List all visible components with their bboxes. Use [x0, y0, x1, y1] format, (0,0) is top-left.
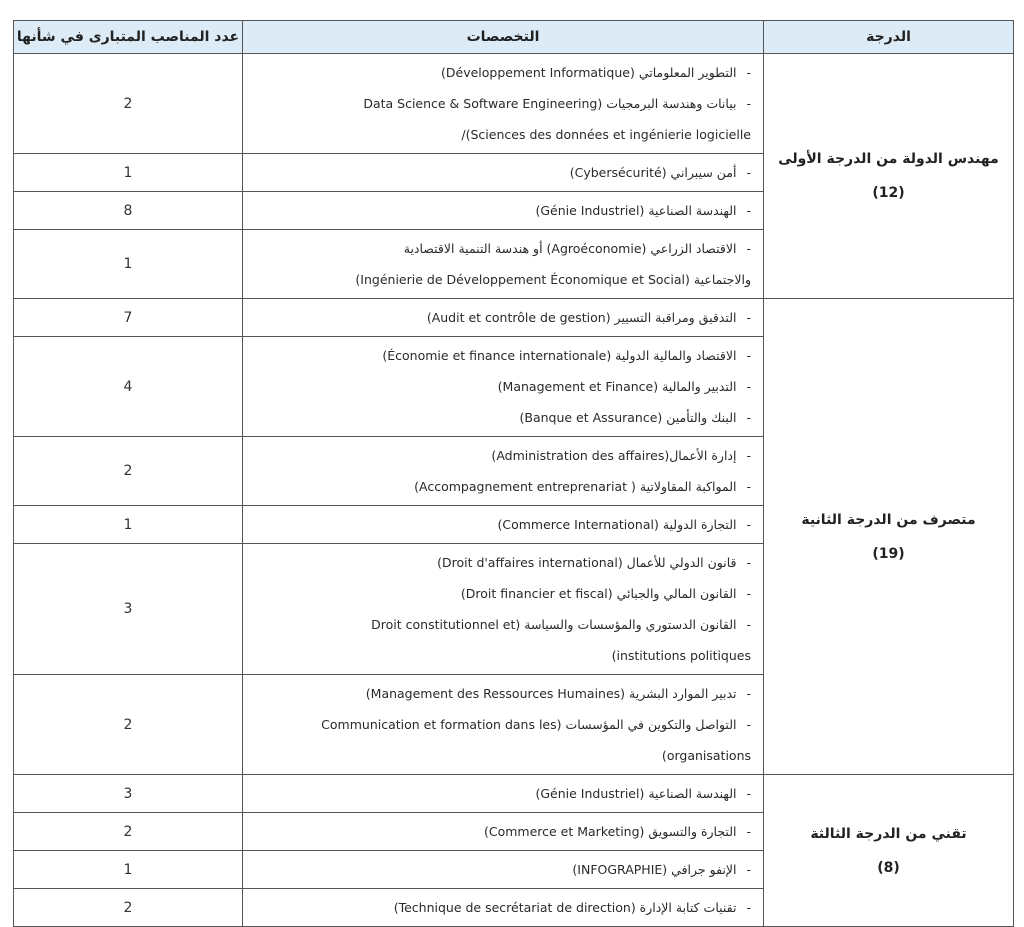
position-count: 3 — [14, 775, 243, 813]
specialty-text: تدبير الموارد البشرية (Management des Ressources Humaines) — [365, 686, 737, 701]
specialty-item — [251, 233, 751, 295]
table-row — [14, 299, 1014, 337]
position-count: 1 — [14, 230, 243, 299]
specialty-item — [251, 509, 751, 540]
header-grade: الدرجة — [764, 21, 1014, 54]
specialties-cell — [243, 813, 764, 851]
specialty-item — [251, 609, 751, 671]
bullet-dash: - — [746, 410, 751, 425]
specialty-text: أمن سيبراني (Cybersécurité) — [569, 165, 737, 180]
specialty-text: التجارة والتسويق (Commerce et Marketing) — [483, 824, 737, 839]
bullet-dash: - — [746, 448, 751, 463]
grade-total: (12) — [872, 185, 905, 201]
specialties-cell — [243, 154, 764, 192]
specialty-text: تقنيات كتابة الإدارة (Technique de secrétariat de direction) — [393, 900, 737, 915]
position-count: 2 — [14, 889, 243, 927]
position-count: 1 — [14, 506, 243, 544]
specialty-text: التجارة الدولية (Commerce International) — [497, 517, 737, 532]
bullet-dash: - — [746, 348, 751, 363]
grade-title: تقني من الدرجة الثالثة — [810, 825, 967, 842]
grade-title: متصرف من الدرجة الثانية — [801, 511, 976, 528]
bullet-dash: - — [746, 586, 751, 601]
specialties-cell — [243, 230, 764, 299]
specialty-text: البنك والتأمين (Banque et Assurance) — [519, 410, 737, 425]
table-body — [14, 54, 1014, 927]
bullet-dash: - — [746, 824, 751, 839]
specialty-text: قانون الدولي للأعمال (Droit d'affaires international) — [437, 555, 737, 570]
specialty-item — [251, 778, 751, 809]
specialties-cell — [243, 889, 764, 927]
specialty-item — [251, 471, 751, 502]
specialties-cell — [243, 192, 764, 230]
header-row — [14, 21, 1014, 54]
bullet-dash: - — [746, 310, 751, 325]
grade-total: (8) — [877, 859, 900, 876]
specialty-text: التطوير المعلوماتي (Développement Informatique) — [440, 65, 737, 80]
specialty-item — [251, 816, 751, 847]
header-specialties: التخصصات — [243, 21, 764, 54]
bullet-dash: - — [746, 900, 751, 915]
specialty-item — [251, 440, 751, 471]
specialties-cell — [243, 675, 764, 775]
grade-total: (19) — [872, 545, 905, 562]
grade-title: مهندس الدولة من الدرجة الأولى — [778, 151, 999, 167]
position-count: 2 — [14, 54, 243, 154]
grade-cell — [764, 54, 1014, 299]
position-count: 4 — [14, 337, 243, 437]
specialty-item — [251, 371, 751, 402]
specialty-text: التدبير والمالية (Management et Finance) — [497, 379, 737, 394]
position-count: 2 — [14, 675, 243, 775]
specialty-item — [251, 340, 751, 371]
position-count: 1 — [14, 154, 243, 192]
specialties-cell — [243, 337, 764, 437]
specialty-item — [251, 547, 751, 578]
bullet-dash: - — [746, 717, 751, 732]
specialty-item — [251, 854, 751, 885]
grade-cell — [764, 775, 1014, 927]
specialties-cell — [243, 506, 764, 544]
position-count: 2 — [14, 437, 243, 506]
specialties-cell — [243, 851, 764, 889]
position-count: 3 — [14, 544, 243, 675]
grade-cell — [764, 299, 1014, 775]
position-count: 7 — [14, 299, 243, 337]
specialties-cell — [243, 299, 764, 337]
specialty-text: الاقتصاد الزراعي (Agroéconomie) أو هندسة التنمية الاقتصادية — [403, 241, 737, 256]
table-row — [14, 54, 1014, 154]
bullet-dash: - — [746, 617, 751, 632]
bullet-dash: - — [746, 241, 751, 256]
bullet-dash: - — [746, 65, 751, 80]
specialty-text: القانون المالي والجبائي (Droit financier et fiscal) — [460, 586, 737, 601]
specialty-text-continued: والاجتماعية (Ingénierie de Développement Économique et Social) — [355, 272, 751, 287]
positions-table — [13, 20, 1014, 927]
specialty-text: الاقتصاد والمالية الدولية (Économie et finance internationale) — [382, 348, 737, 363]
specialty-text: المواكبة المقاولاتية ( Accompagnement entreprenariat) — [414, 479, 737, 494]
specialty-text: الإنفو جرافي (INFOGRAPHIE) — [572, 862, 737, 877]
bullet-dash: - — [746, 379, 751, 394]
specialty-text-continued: organisations) — [661, 748, 751, 763]
specialty-item — [251, 157, 751, 188]
specialties-cell — [243, 437, 764, 506]
specialty-item — [251, 678, 751, 709]
specialty-item — [251, 302, 751, 333]
specialties-cell — [243, 54, 764, 154]
bullet-dash: - — [746, 165, 751, 180]
specialty-text: بيانات وهندسة البرمجيات (Data Science & Software Engineering — [363, 96, 737, 111]
header-count: عدد المناصب المتبارى في شأنها — [14, 21, 243, 54]
position-count: 8 — [14, 192, 243, 230]
bullet-dash: - — [746, 555, 751, 570]
specialty-item — [251, 892, 751, 923]
specialty-item — [251, 402, 751, 433]
position-count: 2 — [14, 813, 243, 851]
specialty-text: التدقيق ومراقبة التسيير (Audit et contrôle de gestion) — [426, 310, 737, 325]
specialty-text: القانون الدستوري والمؤسسات والسياسة (Droit constitutionnel et — [371, 617, 737, 632]
specialty-item — [251, 195, 751, 226]
bullet-dash: - — [746, 686, 751, 701]
specialties-cell — [243, 544, 764, 675]
bullet-dash: - — [746, 203, 751, 218]
specialty-item — [251, 578, 751, 609]
specialty-text: إدارة الأعمال(Administration des affaires) — [491, 448, 737, 463]
specialty-text: التواصل والتكوين في المؤسسات (Communication et formation dans les — [321, 717, 737, 732]
specialty-text: الهندسة الصناعية (Génie Industriel) — [535, 203, 737, 218]
specialty-item — [251, 709, 751, 771]
bullet-dash: - — [746, 96, 751, 111]
bullet-dash: - — [746, 479, 751, 494]
specialty-item — [251, 57, 751, 88]
specialties-cell — [243, 775, 764, 813]
specialty-text-continued: institutions politiques) — [611, 648, 751, 663]
bullet-dash: - — [746, 517, 751, 532]
specialty-text-continued: Sciences des données et ingénierie logicielle)/ — [461, 127, 751, 142]
position-count: 1 — [14, 851, 243, 889]
specialty-text: الهندسة الصناعية (Génie Industriel) — [535, 786, 737, 801]
specialty-item — [251, 88, 751, 150]
bullet-dash: - — [746, 786, 751, 801]
bullet-dash: - — [746, 862, 751, 877]
table-row — [14, 775, 1014, 813]
